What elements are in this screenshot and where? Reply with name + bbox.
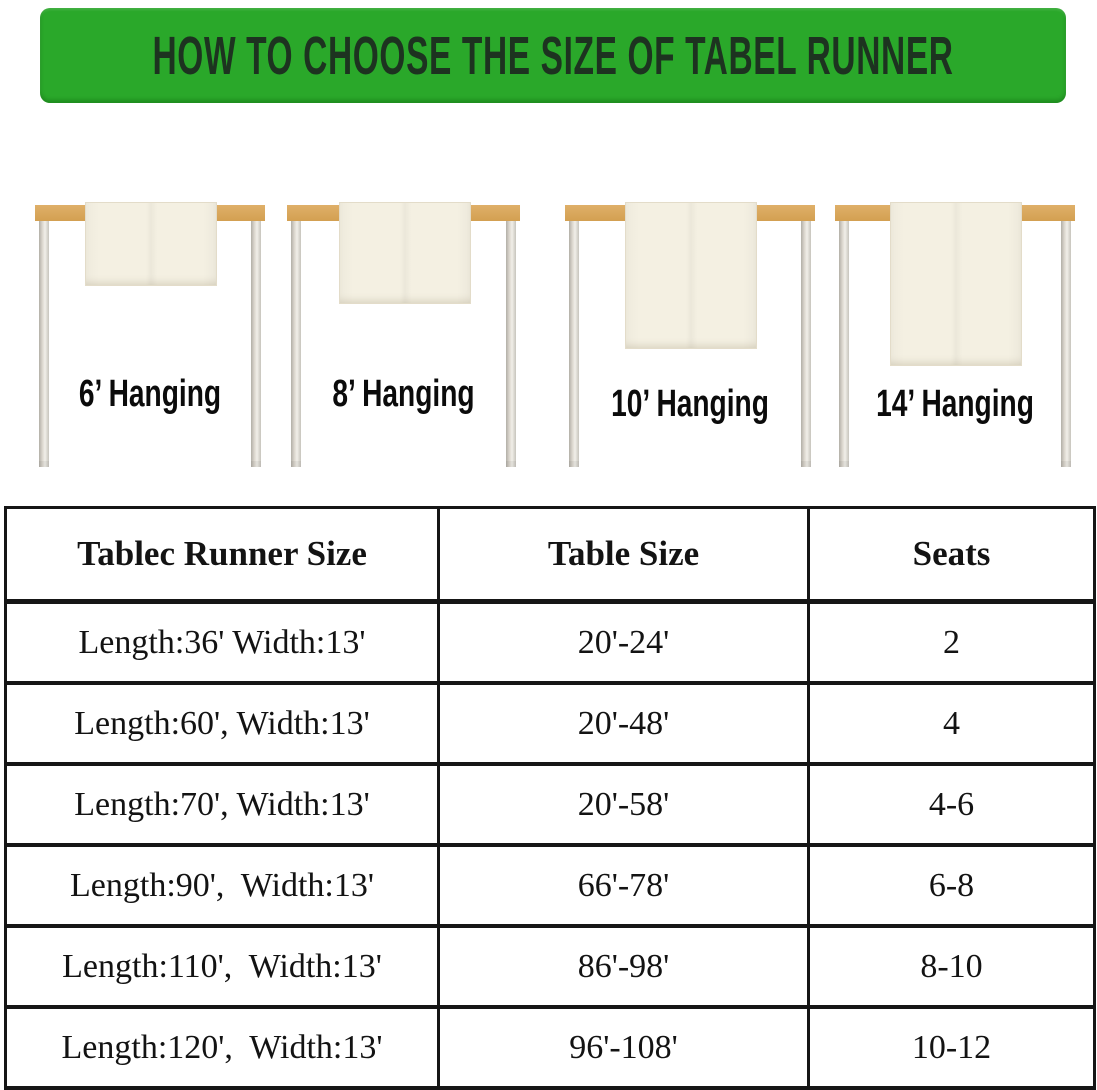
seats-cell: 6-8	[809, 845, 1095, 926]
table-runner	[625, 202, 757, 349]
table-figure-10ft	[565, 205, 815, 470]
runner-size-cell: Length:36' Width:13'	[6, 602, 439, 684]
table-leg-left	[569, 219, 579, 467]
runner-size-cell: Length:70', Width:13'	[6, 764, 439, 845]
title-banner	[40, 8, 1066, 103]
table-size-cell: 20'-24'	[439, 602, 809, 684]
table-figure-6ft	[35, 205, 265, 470]
seats-cell: 4-6	[809, 764, 1095, 845]
table-leg-right	[251, 219, 261, 467]
table-size-cell: 96'-108'	[439, 1007, 809, 1088]
size-chart-table	[4, 506, 1096, 1090]
figure-label: 6’ Hanging	[78, 373, 222, 415]
table-leg-right	[506, 219, 516, 467]
figure-label: 10’ Hanging	[611, 383, 769, 425]
table-size-cell: 20'-48'	[439, 683, 809, 764]
table-leg-left	[839, 219, 849, 467]
page-title: HOW TO CHOOSE THE SIZE OF TABEL RUNNER	[152, 25, 954, 86]
size-chart-header-row	[6, 508, 1095, 602]
size-chart-row	[6, 926, 1095, 1007]
runner-size-cell: Length:110', Width:13'	[6, 926, 439, 1007]
table-leg-left	[39, 219, 49, 467]
table-figure-14ft	[835, 205, 1075, 470]
size-chart-row	[6, 1007, 1095, 1088]
seats-cell: 4	[809, 683, 1095, 764]
col-header-runner-size: Tablec Runner Size	[6, 508, 439, 602]
table-figure-8ft	[287, 205, 520, 470]
size-chart-row	[6, 602, 1095, 684]
col-header-seats: Seats	[809, 508, 1095, 602]
size-chart-row	[6, 683, 1095, 764]
runner-size-cell: Length:60', Width:13'	[6, 683, 439, 764]
size-chart-row	[6, 764, 1095, 845]
figure-label: 8’ Hanging	[332, 373, 475, 415]
table-size-cell: 20'-58'	[439, 764, 809, 845]
table-size-cell: 86'-98'	[439, 926, 809, 1007]
seats-cell: 2	[809, 602, 1095, 684]
table-runner	[890, 202, 1022, 366]
seats-cell: 10-12	[809, 1007, 1095, 1088]
table-runner	[339, 202, 471, 304]
table-size-cell: 66'-78'	[439, 845, 809, 926]
runner-size-cell: Length:90', Width:13'	[6, 845, 439, 926]
figure-label: 14’ Hanging	[876, 383, 1034, 425]
col-header-table-size: Table Size	[439, 508, 809, 602]
size-chart-row	[6, 845, 1095, 926]
table-leg-right	[801, 219, 811, 467]
seats-cell: 8-10	[809, 926, 1095, 1007]
table-leg-left	[291, 219, 301, 467]
table-runner	[85, 202, 217, 286]
runner-size-cell: Length:120', Width:13'	[6, 1007, 439, 1088]
table-leg-right	[1061, 219, 1071, 467]
